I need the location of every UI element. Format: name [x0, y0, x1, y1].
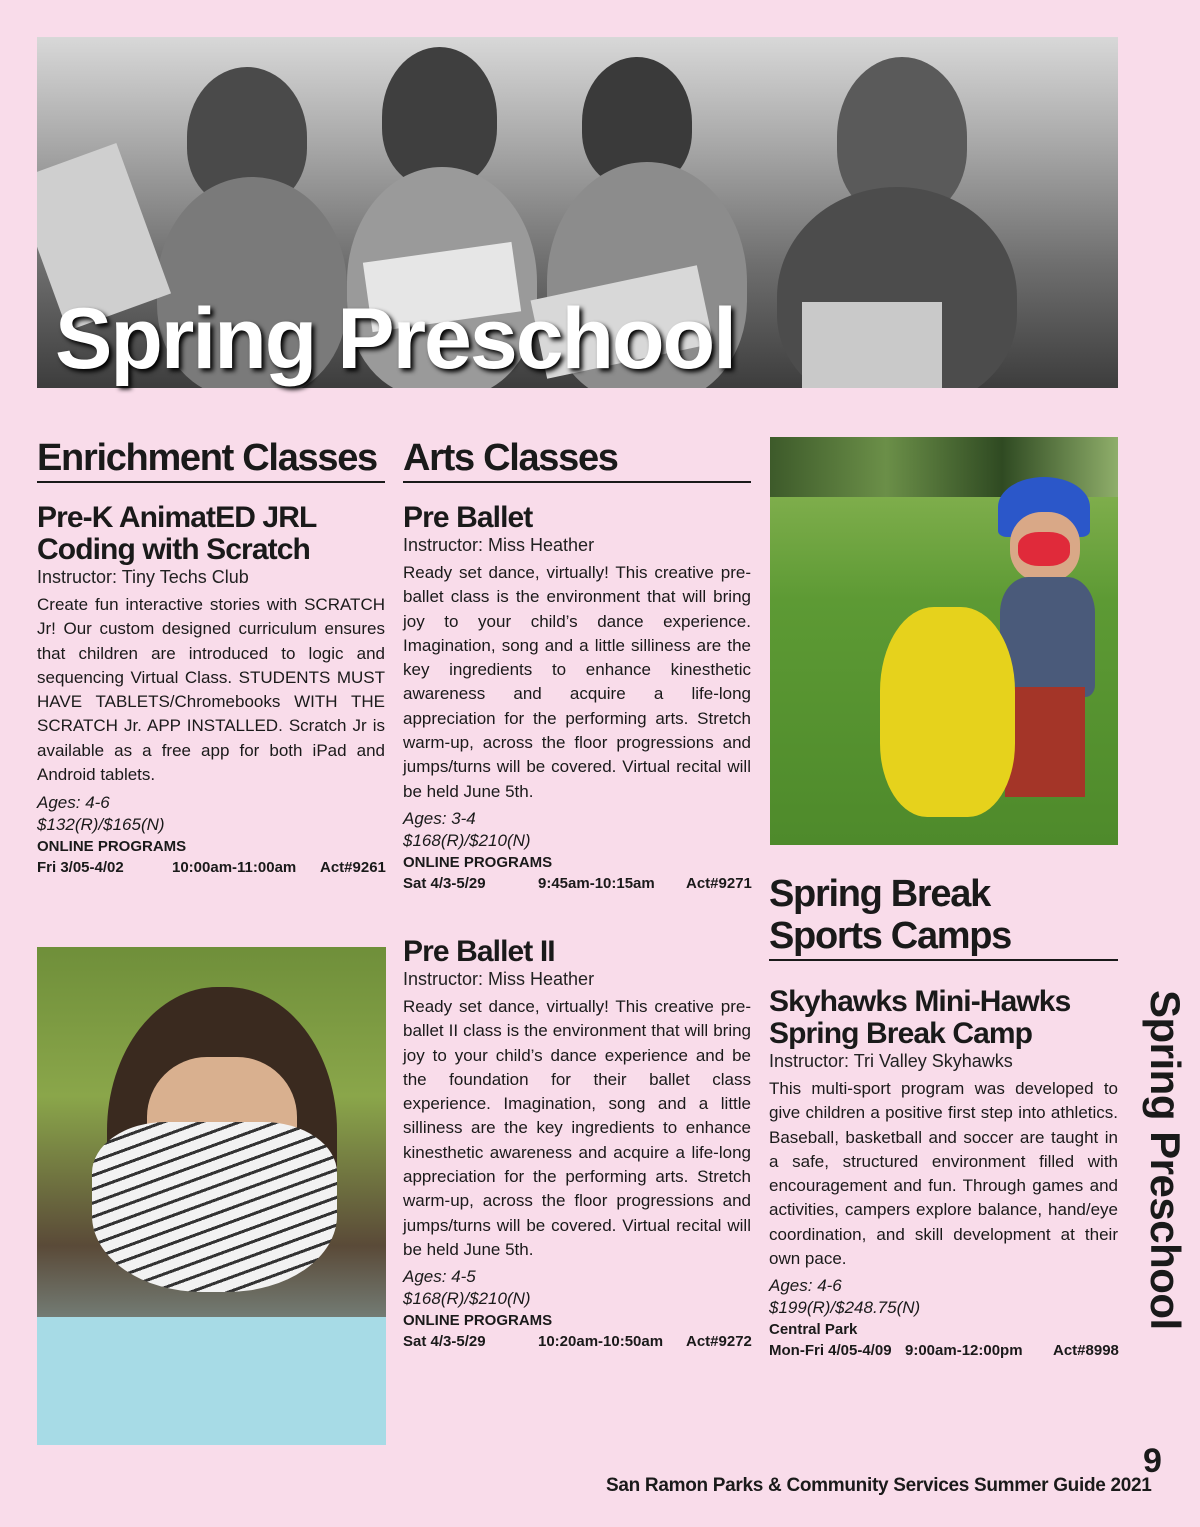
- price: $132(R)/$165(N): [37, 815, 165, 835]
- hero-title: Spring Preschool: [55, 291, 736, 387]
- class-title: Pre Ballet: [403, 501, 533, 534]
- park-boy-photo: [770, 437, 1118, 845]
- schedule-row: [403, 873, 751, 895]
- class-title-line2: Spring Break Camp: [769, 1017, 1033, 1050]
- sports-heading-line2: Sports Camps: [769, 915, 1012, 957]
- footer-text: San Ramon Parks & Community Services Summer Guide 2021: [606, 1475, 1152, 1496]
- price: $199(R)/$248.75(N): [769, 1298, 921, 1318]
- class-description: Ready set dance, virtually! This creative pre-ballet class is the environment that will bring joy to your child’s dance experience. Imagination, song and a little silliness are the key ingredients to enhance kinesthetic awareness and acquire a life-long appreciation for the performing arts. Stretch warm-up, across the floor progressions and jumps/turns will be covered. Virtual recital will be held June 5th.: [403, 563, 751, 801]
- class-description: Create fun interactive stories with SCRATCH Jr! Our custom designed curriculum ensures that children are introduced to logic and sequencing Virtual Class. STUDENTS MUST HAVE TABLETS/Chromebooks WITH THE SCRATCH Jr. APP INSTALLED. Scratch Jr is available as a free app for both iPad and Android tablets.: [37, 595, 385, 785]
- ages: Ages: 3-4: [403, 808, 476, 828]
- side-section-label: Spring Preschool: [1142, 990, 1189, 1330]
- enrichment-class: [37, 502, 385, 879]
- class-title-line2: Coding with Scratch: [37, 533, 310, 566]
- location: ONLINE PROGRAMS: [37, 838, 187, 856]
- class-description: This multi-sport program was developed to give children a positive first step into athletics. Baseball, basketball and soccer are taught in a safe, structured environment filled with encouragement and fun. Through games and activities, campers explore balance, hand/eye coordination, and skill development at their own pace.: [769, 1079, 1118, 1269]
- schedule-row: [403, 1331, 751, 1353]
- instructor: Instructor: Miss Heather: [403, 535, 595, 555]
- ages: Ages: 4-6: [769, 1276, 842, 1296]
- time: 10:20am-10:50am: [538, 1333, 664, 1351]
- activity-number: Act#9261: [320, 859, 386, 877]
- dates: Fri 3/05-4/02: [37, 859, 124, 877]
- page-number: 9: [1143, 1442, 1162, 1480]
- location: ONLINE PROGRAMS: [403, 1312, 553, 1330]
- skyhawks-class: [769, 986, 1118, 1362]
- time: 9:00am-12:00pm: [905, 1342, 1023, 1360]
- enrichment-heading: Enrichment Classes: [37, 437, 385, 483]
- activity-number: Act#9272: [686, 1333, 752, 1351]
- activity-number: Act#8998: [1053, 1342, 1119, 1360]
- sports-heading-line1: Spring Break: [769, 873, 990, 915]
- class-title: Pre Ballet II: [403, 935, 555, 968]
- class-description: Ready set dance, virtually! This creative pre-ballet II class is the environment that will bring joy to your child’s dance experience and be the foundation for their ballet class experience. Imagination, song and a little silliness are the key ingredients to enhance kinesthetic awareness and acquire a life-long appreciation for the performing arts. Stretch warm-up, across the floor progressions and jumps/turns will be covered. Virtual recital will be held June 5th.: [403, 997, 751, 1259]
- class-title-line1: Skyhawks Mini-Hawks: [769, 985, 1071, 1018]
- schedule-row: [37, 857, 385, 879]
- ages: Ages: 4-6: [37, 793, 110, 813]
- location: Central Park: [769, 1321, 858, 1339]
- class-title-line1: Pre-K AnimatED JRL: [37, 501, 317, 534]
- dates: Mon-Fri 4/05-4/09: [769, 1342, 892, 1360]
- pre-ballet-ii-class: [403, 936, 751, 1353]
- location: ONLINE PROGRAMS: [403, 853, 553, 871]
- activity-number: Act#9271: [686, 874, 752, 892]
- arts-heading: Arts Classes: [403, 437, 751, 483]
- dates: Sat 4/3-5/29: [403, 1333, 486, 1351]
- girl-mask-photo: [37, 947, 386, 1445]
- time: 10:00am-11:00am: [172, 859, 297, 877]
- instructor: Instructor: Tri Valley Skyhawks: [769, 1051, 1013, 1071]
- schedule-row: [769, 1340, 1118, 1362]
- dates: Sat 4/3-5/29: [403, 874, 486, 892]
- price: $168(R)/$210(N): [403, 1289, 531, 1309]
- time: 9:45am-10:15am: [538, 874, 655, 892]
- pre-ballet-class: [403, 502, 751, 895]
- ages: Ages: 4-5: [403, 1267, 476, 1287]
- instructor: Instructor: Tiny Techs Club: [37, 567, 249, 587]
- price: $168(R)/$210(N): [403, 830, 531, 850]
- instructor: Instructor: Miss Heather: [403, 969, 595, 989]
- sports-heading: [769, 873, 1118, 961]
